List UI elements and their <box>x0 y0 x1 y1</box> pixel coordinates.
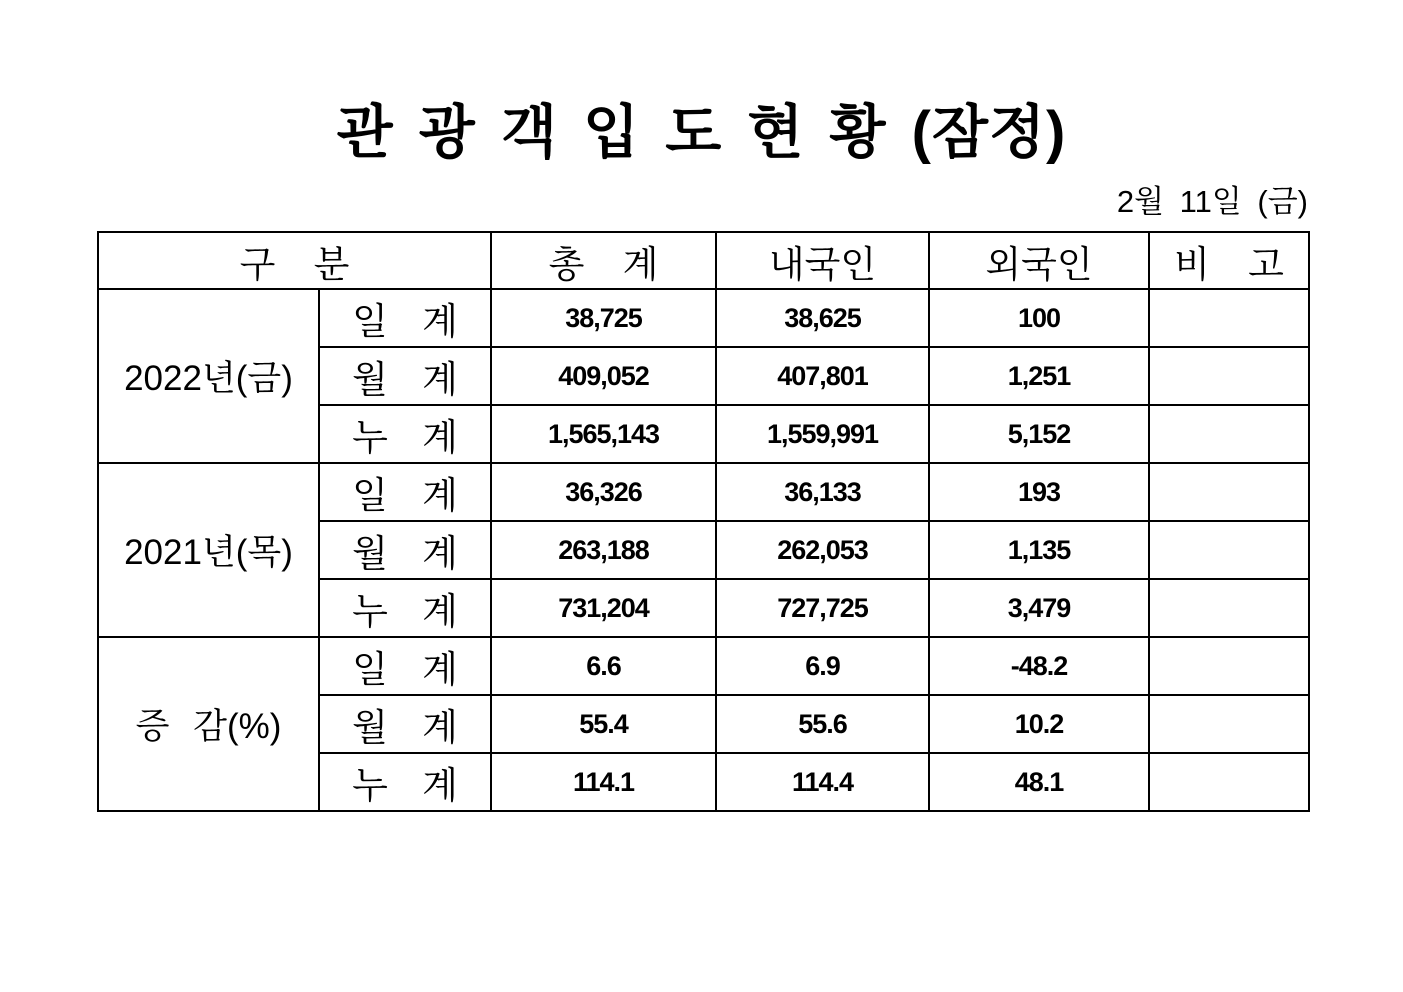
cell-total: 263,188 <box>491 521 716 579</box>
header-domestic: 내국인 <box>716 232 929 289</box>
page-title: 관 광 객 입 도 현 황 (잠정) <box>336 100 1067 165</box>
cell-domestic: 36,133 <box>716 463 929 521</box>
cell-foreign: 48.1 <box>929 753 1149 811</box>
cell-note <box>1149 289 1309 347</box>
cell-total: 114.1 <box>491 753 716 811</box>
cell-note <box>1149 463 1309 521</box>
cell-domestic: 38,625 <box>716 289 929 347</box>
cell-foreign: 100 <box>929 289 1149 347</box>
row-label: 일 계 <box>319 637 491 695</box>
header-category: 구 분 <box>98 232 491 289</box>
cell-foreign: -48.2 <box>929 637 1149 695</box>
date-label: 2월 11일 (금) <box>1116 184 1308 219</box>
cell-foreign: 1,135 <box>929 521 1149 579</box>
cell-foreign: 1,251 <box>929 347 1149 405</box>
cell-domestic: 407,801 <box>716 347 929 405</box>
cell-note <box>1149 405 1309 463</box>
cell-domestic: 114.4 <box>716 753 929 811</box>
row-label: 누 계 <box>319 579 491 637</box>
row-label: 누 계 <box>319 405 491 463</box>
tourist-arrivals-table <box>97 231 1310 812</box>
group-label-change: 증 감(%) <box>98 637 319 811</box>
cell-domestic: 55.6 <box>716 695 929 753</box>
cell-foreign: 10.2 <box>929 695 1149 753</box>
cell-total: 55.4 <box>491 695 716 753</box>
cell-foreign: 3,479 <box>929 579 1149 637</box>
header-foreign: 외국인 <box>929 232 1149 289</box>
cell-total: 409,052 <box>491 347 716 405</box>
row-label: 일 계 <box>319 463 491 521</box>
cell-total: 6.6 <box>491 637 716 695</box>
row-label: 월 계 <box>319 521 491 579</box>
table-header-row <box>98 232 1309 289</box>
group-label-2022: 2022년(금) <box>98 289 319 463</box>
cell-domestic: 1,559,991 <box>716 405 929 463</box>
cell-total: 731,204 <box>491 579 716 637</box>
table-row <box>98 463 1309 521</box>
table-row <box>98 289 1309 347</box>
cell-foreign: 193 <box>929 463 1149 521</box>
cell-domestic: 262,053 <box>716 521 929 579</box>
cell-domestic: 6.9 <box>716 637 929 695</box>
cell-total: 36,326 <box>491 463 716 521</box>
group-label-2021: 2021년(목) <box>98 463 319 637</box>
cell-note <box>1149 521 1309 579</box>
row-label: 누 계 <box>319 753 491 811</box>
cell-note <box>1149 347 1309 405</box>
row-label: 일 계 <box>319 289 491 347</box>
cell-foreign: 5,152 <box>929 405 1149 463</box>
header-total: 총 계 <box>491 232 716 289</box>
cell-note <box>1149 637 1309 695</box>
cell-domestic: 727,725 <box>716 579 929 637</box>
row-label: 월 계 <box>319 695 491 753</box>
cell-note <box>1149 753 1309 811</box>
cell-note <box>1149 579 1309 637</box>
row-label: 월 계 <box>319 347 491 405</box>
table-row <box>98 637 1309 695</box>
cell-total: 38,725 <box>491 289 716 347</box>
cell-note <box>1149 695 1309 753</box>
cell-total: 1,565,143 <box>491 405 716 463</box>
header-note: 비 고 <box>1149 232 1309 289</box>
